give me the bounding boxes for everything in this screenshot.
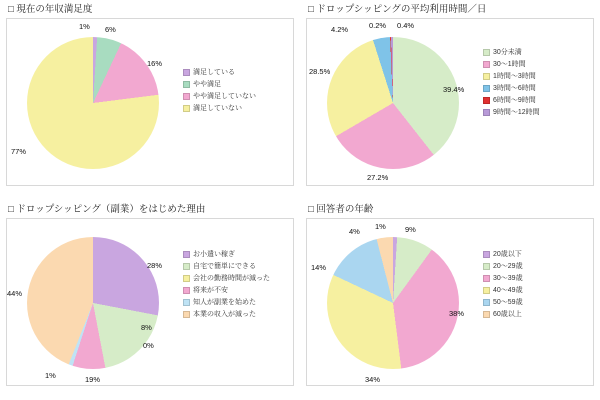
pie-chart xyxy=(313,223,473,383)
chart-container xyxy=(6,218,294,386)
data-label: 28% xyxy=(147,261,163,270)
pie-chart xyxy=(309,21,473,183)
legend-swatch-icon xyxy=(483,311,490,318)
legend-label: 40〜49歳 xyxy=(493,287,523,294)
legend-swatch-icon xyxy=(483,49,490,56)
pie-slices xyxy=(327,237,459,369)
legend-label: やや満足 xyxy=(193,81,221,88)
legend-label: 6時間〜9時間 xyxy=(493,97,536,104)
data-label: 39.4% xyxy=(443,85,465,94)
data-label: 4% xyxy=(349,227,360,236)
data-label: 0.2% xyxy=(369,21,387,30)
legend-swatch-icon xyxy=(483,97,490,104)
data-label: 1% xyxy=(45,371,56,380)
pie-chart xyxy=(13,23,173,183)
pie-slices xyxy=(27,37,159,169)
pie-slices xyxy=(27,237,159,369)
legend-swatch-icon xyxy=(483,275,490,282)
data-label: 4.2% xyxy=(331,25,349,34)
pie-slices xyxy=(327,37,459,169)
legend-swatch-icon xyxy=(483,299,490,306)
legend-item xyxy=(183,79,256,90)
data-label: 38% xyxy=(449,309,465,318)
legend-label: 9時間〜12時間 xyxy=(493,109,540,116)
data-label: 0.4% xyxy=(397,21,415,30)
legend-item xyxy=(183,273,270,284)
legend-label: 満足していない xyxy=(193,105,242,112)
data-label: 8% xyxy=(141,323,152,332)
legend-label: 50〜59歳 xyxy=(493,299,523,306)
data-label: 14% xyxy=(311,263,327,272)
legend-item xyxy=(183,67,256,78)
legend-item xyxy=(483,47,540,58)
data-label: 0% xyxy=(143,341,154,350)
data-label: 77% xyxy=(11,147,27,156)
legend-swatch-icon xyxy=(483,251,490,258)
legend-item xyxy=(183,297,270,308)
legend-label: 1時間〜3時間 xyxy=(493,73,536,80)
legend-label: 満足している xyxy=(193,69,235,76)
chart-container xyxy=(306,218,594,386)
legend-label: 60歳以上 xyxy=(493,311,522,318)
data-label: 28.5% xyxy=(309,67,331,76)
data-label: 9% xyxy=(405,225,416,234)
legend xyxy=(183,249,270,321)
legend-label: 30〜39歳 xyxy=(493,275,523,282)
legend-swatch-icon xyxy=(483,287,490,294)
legend-label: 30〜1時間 xyxy=(493,61,526,68)
legend-swatch-icon xyxy=(183,93,190,100)
legend-item xyxy=(183,249,270,260)
legend-swatch-icon xyxy=(483,263,490,270)
legend-swatch-icon xyxy=(183,69,190,76)
legend-swatch-icon xyxy=(483,109,490,116)
legend-label: 知人が副業を始めた xyxy=(193,299,256,306)
panel-title: □ 現在の年収満足度 xyxy=(8,4,93,15)
data-label: 16% xyxy=(147,59,163,68)
legend-item xyxy=(183,91,256,102)
legend-label: 将来が不安 xyxy=(193,287,228,294)
panel-respondent-age xyxy=(300,200,600,400)
data-label: 27.2% xyxy=(367,173,389,182)
data-label: 44% xyxy=(7,289,23,298)
legend-item xyxy=(483,107,540,118)
legend-item xyxy=(483,249,523,260)
panel-title: □ 回答者の年齢 xyxy=(308,204,374,215)
legend-label: 自宅で簡単にできる xyxy=(193,263,256,270)
legend-label: 20〜29歳 xyxy=(493,263,523,270)
legend-swatch-icon xyxy=(483,85,490,92)
legend-swatch-icon xyxy=(183,263,190,270)
data-label: 1% xyxy=(375,222,386,231)
legend-swatch-icon xyxy=(183,81,190,88)
chart-container xyxy=(306,18,594,186)
legend-item xyxy=(483,95,540,106)
panel-reason-started xyxy=(0,200,300,400)
legend-label: 30分未満 xyxy=(493,49,522,56)
legend-label: 会社の勤務時間が減った xyxy=(193,275,270,282)
legend-label: お小遣い稼ぎ xyxy=(193,251,235,258)
legend-item xyxy=(183,103,256,114)
data-label: 19% xyxy=(85,375,101,384)
legend-item xyxy=(183,261,270,272)
data-label: 1% xyxy=(79,22,90,31)
legend xyxy=(483,249,523,321)
legend-label: 20歳以下 xyxy=(493,251,522,258)
panel-average-daily-usage xyxy=(300,0,600,200)
legend-label: 本業の収入が減った xyxy=(193,311,256,318)
legend-swatch-icon xyxy=(483,61,490,68)
legend-label: やや満足していない xyxy=(193,93,256,100)
legend-item xyxy=(483,71,540,82)
legend-swatch-icon xyxy=(183,299,190,306)
legend-item xyxy=(483,273,523,284)
legend-swatch-icon xyxy=(183,105,190,112)
chart-container xyxy=(6,18,294,186)
legend xyxy=(183,67,256,115)
legend-swatch-icon xyxy=(183,275,190,282)
legend-item xyxy=(183,309,270,320)
legend-item xyxy=(483,83,540,94)
legend-swatch-icon xyxy=(483,73,490,80)
legend-item xyxy=(483,261,523,272)
data-label: 6% xyxy=(105,25,116,34)
panel-title: □ ドロップシッピング（副業）をはじめた理由 xyxy=(8,204,206,215)
legend-swatch-icon xyxy=(183,251,190,258)
legend-item xyxy=(483,309,523,320)
legend-swatch-icon xyxy=(183,311,190,318)
data-label: 34% xyxy=(365,375,381,384)
legend-item xyxy=(183,285,270,296)
panel-income-satisfaction xyxy=(0,0,300,200)
pie-chart xyxy=(7,223,173,384)
panel-title: □ ドロップシッピングの平均利用時間／日 xyxy=(308,4,487,15)
legend-label: 3時間〜6時間 xyxy=(493,85,536,92)
legend xyxy=(483,47,540,119)
legend-item xyxy=(483,59,540,70)
legend-swatch-icon xyxy=(183,287,190,294)
legend-item xyxy=(483,285,523,296)
legend-item xyxy=(483,297,523,308)
